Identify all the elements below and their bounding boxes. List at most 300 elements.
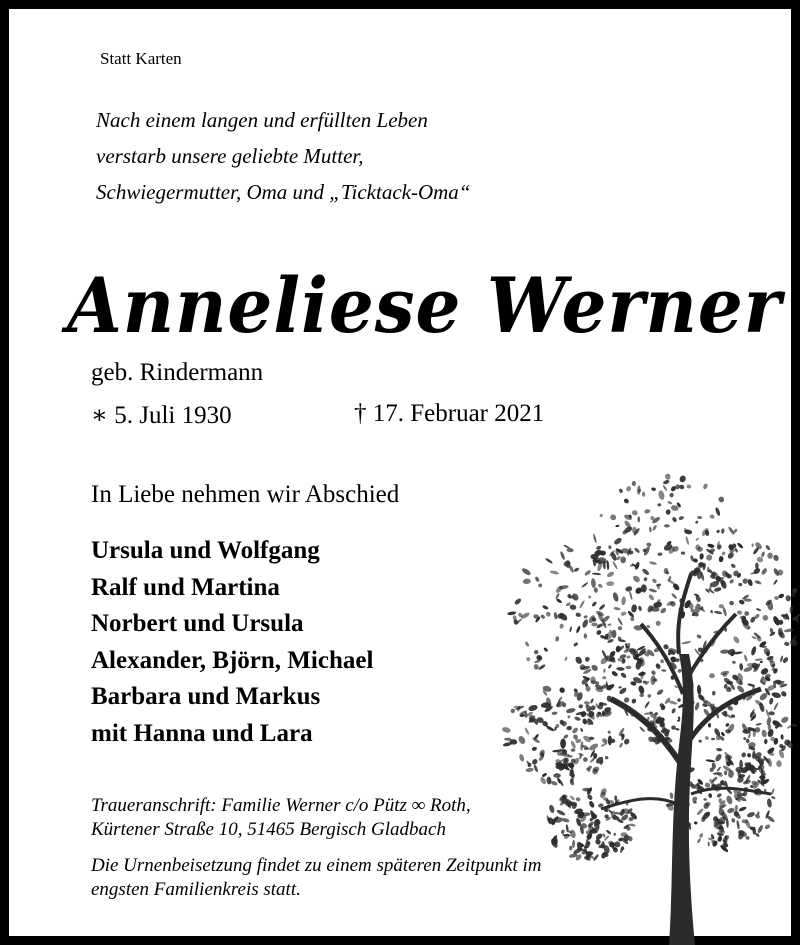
leaf-mark	[752, 543, 754, 547]
leaf-mark	[575, 612, 581, 618]
leaf-mark	[722, 607, 727, 617]
leaf-mark	[738, 583, 742, 587]
leaf-mark	[755, 563, 759, 570]
leaf-mark	[709, 673, 715, 678]
leaf-mark	[598, 603, 606, 610]
leaf-mark	[736, 542, 743, 549]
intro-line: Schwiegermutter, Oma und „Ticktack-Oma“	[96, 180, 471, 204]
leaf-mark	[755, 658, 763, 661]
leaf-mark	[534, 576, 540, 583]
leaf-mark	[621, 596, 626, 605]
leaf-mark	[747, 753, 752, 758]
leaf-mark	[542, 605, 549, 611]
leaf-mark	[623, 738, 631, 746]
leaf-mark	[716, 748, 722, 752]
leaf-mark	[584, 656, 590, 662]
leaf-mark	[590, 664, 599, 672]
leaf-mark	[651, 487, 656, 491]
leaf-mark	[591, 601, 597, 607]
family-member: Alexander, Björn, Michael	[91, 646, 374, 674]
leaf-mark	[644, 701, 650, 709]
leaf-mark	[612, 560, 618, 569]
leaf-mark	[630, 617, 634, 621]
intro-line: verstarb unsere geliebte Mutter,	[96, 144, 364, 168]
leaf-mark	[729, 601, 734, 605]
leaf-mark	[569, 829, 576, 839]
leaf-mark	[669, 492, 675, 498]
leaf-mark	[538, 583, 542, 587]
leaf-mark	[742, 577, 749, 584]
leaf-mark	[541, 772, 547, 778]
leaf-mark	[724, 770, 727, 775]
leaf-mark	[671, 708, 677, 715]
leaf-mark	[583, 615, 588, 619]
leaf-mark	[720, 670, 730, 676]
leaf-mark	[743, 737, 747, 741]
leaf-mark	[711, 738, 715, 740]
leaf-mark	[605, 756, 609, 760]
leaf-mark	[656, 688, 664, 696]
leaf-mark	[555, 592, 560, 599]
leaf-mark	[629, 591, 633, 601]
leaf-mark	[671, 516, 677, 523]
leaf-mark	[678, 716, 681, 720]
leaf-mark	[699, 553, 704, 560]
leaf-mark	[625, 585, 633, 592]
leaf-mark	[648, 588, 657, 593]
leaf-mark	[603, 668, 606, 673]
note-line: Die Urnenbeisetzung findet zu einem späteren Zeitpunkt im	[91, 855, 542, 876]
leaf-mark	[632, 481, 637, 486]
leaf-mark	[556, 809, 566, 817]
leaf-mark	[631, 510, 638, 516]
leaf-mark	[538, 749, 545, 758]
leaf-mark	[787, 723, 795, 729]
leaf-mark	[564, 656, 568, 661]
leaf-mark	[646, 542, 652, 547]
leaf-mark	[641, 584, 647, 592]
leaf-mark	[614, 841, 621, 847]
leaf-mark	[602, 676, 606, 679]
leaf-mark	[569, 626, 572, 632]
leaf-mark	[546, 776, 552, 784]
leaf-mark	[637, 516, 640, 522]
leaf-mark	[631, 604, 638, 613]
leaf-mark	[648, 594, 655, 602]
leaf-mark	[593, 533, 597, 543]
leaf-mark	[748, 733, 751, 739]
leaf-mark	[695, 537, 699, 541]
leaf-mark	[717, 835, 723, 842]
leaf-mark	[590, 698, 594, 704]
tree-trunk	[601, 574, 771, 945]
leaf-mark	[594, 838, 601, 845]
leaf-mark	[647, 694, 651, 698]
leaf-mark	[606, 581, 614, 586]
leaf-mark	[649, 527, 652, 533]
leaf-mark	[591, 622, 598, 626]
leaf-mark	[584, 569, 592, 576]
leaf-mark	[528, 704, 539, 712]
leaf-mark	[596, 629, 603, 636]
leaf-mark	[626, 655, 631, 659]
leaf-mark	[521, 567, 532, 577]
leaf-mark	[559, 623, 564, 629]
leaf-mark	[533, 764, 539, 773]
leaf-mark	[681, 641, 691, 645]
leaf-mark	[698, 739, 702, 743]
leaf-mark	[619, 742, 624, 748]
leaf-mark	[655, 663, 662, 670]
leaf-mark	[784, 628, 794, 633]
leaf-mark	[739, 663, 743, 671]
leaf-mark	[573, 642, 579, 647]
leaf-mark	[588, 595, 592, 599]
leaf-mark	[785, 595, 791, 602]
leaf-mark	[657, 503, 661, 507]
leaf-mark	[518, 753, 525, 762]
leaf-mark	[611, 670, 619, 677]
leaf-mark	[705, 553, 713, 561]
family-member: Norbert und Ursula	[91, 610, 304, 637]
leaf-mark	[721, 551, 726, 556]
leaf-mark	[567, 715, 571, 719]
leaf-mark	[651, 578, 657, 584]
leaf-mark	[757, 824, 764, 833]
leaf-mark	[548, 804, 555, 813]
leaf-mark	[652, 524, 658, 531]
leaf-mark	[575, 797, 581, 802]
leaf-mark	[584, 701, 590, 705]
leaf-mark	[592, 572, 602, 575]
leaf-mark	[623, 696, 630, 703]
leaf-mark	[540, 614, 546, 620]
leaf-mark	[755, 722, 762, 726]
leaf-mark	[704, 782, 711, 789]
leaf-mark	[756, 608, 762, 612]
family-member: Barbara und Markus	[91, 683, 321, 710]
family-member: Ralf und Martina	[91, 573, 280, 601]
leaf-mark	[738, 806, 747, 813]
leaf-mark	[741, 752, 747, 758]
leaf-mark	[718, 556, 723, 563]
leaf-mark	[612, 630, 617, 638]
leaf-mark	[525, 767, 534, 772]
leaf-mark	[658, 490, 666, 501]
leaf-mark	[517, 735, 526, 745]
leaf-mark	[631, 698, 637, 704]
leaf-mark	[731, 818, 736, 823]
leaf-mark	[629, 823, 636, 827]
leaf-mark	[792, 613, 800, 622]
leaf-mark	[606, 829, 612, 835]
leaf-mark	[621, 658, 626, 664]
leaf-mark	[679, 475, 687, 484]
leaf-mark	[789, 638, 798, 647]
leaf-mark	[583, 633, 587, 638]
note-line: engsten Familienkreis statt.	[91, 879, 301, 900]
leaf-mark	[639, 726, 646, 733]
birth-date: ∗ 5. Juli 1930	[91, 402, 232, 429]
leaf-mark	[716, 792, 722, 798]
leaf-mark	[705, 736, 709, 740]
leaf-mark	[558, 686, 565, 693]
leaf-mark	[696, 808, 704, 816]
leaf-mark	[669, 792, 673, 799]
tree-illustration	[491, 464, 800, 945]
leaf-mark	[694, 702, 700, 711]
leaf-mark	[697, 685, 702, 695]
leaf-mark	[566, 726, 572, 731]
leaf-mark	[501, 726, 511, 734]
leaf-mark	[579, 600, 586, 609]
maiden-name: geb. Rindermann	[91, 359, 264, 386]
leaf-mark	[659, 607, 667, 615]
leaf-mark	[661, 669, 666, 672]
leaf-mark	[571, 748, 576, 752]
leaf-mark	[729, 579, 735, 585]
leaf-mark	[618, 488, 623, 494]
tree-canopy	[501, 473, 800, 861]
leaf-mark	[574, 716, 581, 722]
leaf-mark	[608, 664, 613, 669]
leaf-mark	[773, 702, 779, 710]
family-member: mit Hanna und Lara	[91, 719, 313, 747]
leaf-mark	[709, 514, 715, 519]
address-line: Kürtener Straße 10, 51465 Bergisch Gladbach	[91, 819, 446, 840]
leaf-mark	[655, 620, 661, 626]
intro-text	[96, 102, 470, 210]
leaf-mark	[638, 685, 646, 695]
leaf-mark	[531, 746, 537, 751]
leaf-mark	[712, 691, 716, 696]
address-line: Traueranschrift: Familie Werner c/o Pütz ∞ Roth,	[91, 795, 471, 816]
leaf-mark	[677, 698, 682, 703]
leaf-mark	[565, 707, 576, 714]
leaf-mark	[714, 610, 723, 614]
leaf-mark	[543, 647, 548, 653]
leaf-mark	[746, 739, 750, 744]
leaf-mark	[744, 611, 750, 617]
leaf-mark	[675, 728, 680, 731]
leaf-mark	[510, 708, 515, 713]
leaf-mark	[535, 654, 543, 661]
leaf-mark	[702, 483, 708, 490]
leaf-mark	[745, 836, 749, 840]
leaf-mark	[539, 776, 547, 785]
leaf-mark	[671, 593, 678, 600]
leaf-mark	[725, 795, 733, 805]
leaf-mark	[789, 606, 793, 614]
leaf-mark	[606, 571, 615, 579]
leaf-mark	[582, 757, 588, 763]
leaf-mark	[550, 780, 558, 786]
leaf-mark	[551, 711, 557, 715]
leaf-mark	[642, 492, 646, 497]
leaf-mark	[566, 548, 573, 553]
leaf-mark	[660, 659, 664, 664]
leaf-mark	[780, 715, 789, 724]
leaf-mark	[771, 796, 776, 800]
leaf-mark	[553, 773, 561, 778]
leaf-mark	[569, 795, 575, 801]
leaf-mark	[762, 614, 769, 621]
leaf-mark	[708, 723, 711, 728]
leaf-mark	[545, 611, 551, 617]
leaf-mark	[650, 675, 656, 685]
leaf-mark	[717, 496, 725, 504]
leaf-mark	[588, 800, 595, 808]
leaf-mark	[569, 846, 573, 851]
leaf-mark	[678, 516, 684, 521]
leaf-mark	[721, 528, 725, 534]
leaf-mark	[695, 520, 699, 524]
leaf-mark	[578, 704, 583, 709]
leaf-mark	[571, 727, 579, 735]
leaf-mark	[620, 611, 627, 617]
leaf-mark	[776, 760, 782, 768]
leaf-mark	[780, 734, 784, 739]
leaf-mark	[734, 548, 738, 553]
leaf-mark	[707, 543, 715, 549]
leaf-mark	[708, 842, 710, 847]
leaf-mark	[575, 625, 581, 633]
family-list	[91, 533, 373, 752]
leaf-mark	[572, 840, 576, 848]
leaf-mark	[765, 544, 771, 551]
leaf-mark	[562, 834, 571, 837]
leaf-mark	[784, 641, 790, 646]
leaf-mark	[694, 821, 698, 825]
leaf-mark	[759, 660, 763, 663]
leaf-mark	[581, 582, 589, 588]
leaf-mark	[613, 833, 616, 837]
burial-note	[91, 854, 541, 902]
leaf-mark	[634, 547, 641, 554]
leaf-mark	[524, 727, 530, 735]
leaf-mark	[609, 513, 617, 521]
leaf-mark	[756, 556, 763, 562]
leaf-mark	[769, 697, 774, 704]
leaf-mark	[727, 648, 736, 656]
leaf-mark	[696, 634, 702, 640]
leaf-mark	[708, 793, 712, 798]
leaf-mark	[715, 507, 722, 517]
leaf-mark	[730, 563, 736, 569]
leaf-mark	[681, 551, 686, 555]
leaf-mark	[650, 670, 656, 676]
leaf-mark	[747, 578, 754, 586]
leaf-mark	[737, 610, 743, 615]
leaf-mark	[664, 524, 670, 527]
leaf-mark	[764, 824, 771, 830]
leaf-mark	[569, 604, 576, 610]
leaf-mark	[597, 583, 603, 589]
leaf-mark	[618, 686, 622, 689]
leaf-mark	[533, 649, 539, 655]
leaf-mark	[507, 611, 516, 616]
leaf-mark	[750, 646, 757, 656]
leaf-mark	[644, 509, 651, 514]
leaf-mark	[643, 577, 648, 582]
leaf-mark	[687, 484, 692, 488]
leaf-mark	[749, 711, 756, 719]
leaf-mark	[764, 739, 767, 744]
leaf-mark	[546, 726, 555, 732]
leaf-mark	[613, 537, 623, 546]
leaf-mark	[638, 671, 646, 676]
leaf-mark	[569, 779, 575, 786]
leaf-mark	[663, 479, 671, 485]
header-statt-karten: Statt Karten	[100, 49, 182, 68]
leaf-mark	[769, 711, 775, 715]
leaf-mark	[620, 556, 626, 563]
leaf-mark	[696, 838, 701, 844]
leaf-mark	[703, 798, 707, 801]
leaf-mark	[615, 524, 620, 527]
leaf-mark	[697, 516, 702, 520]
leaf-mark	[524, 641, 529, 648]
leaf-mark	[649, 561, 657, 565]
leaf-mark	[716, 529, 721, 534]
leaf-mark	[671, 725, 676, 730]
leaf-mark	[596, 545, 602, 551]
leaf-mark	[531, 758, 539, 766]
leaf-mark	[618, 626, 622, 630]
leaf-mark	[573, 567, 579, 573]
leaf-mark	[580, 728, 584, 733]
leaf-mark	[553, 612, 557, 620]
leaf-mark	[641, 568, 650, 576]
leaf-mark	[523, 578, 532, 584]
farewell-line: In Liebe nehmen wir Abschied	[91, 481, 400, 508]
leaf-mark	[714, 753, 723, 763]
leaf-mark	[594, 587, 599, 593]
leaf-mark	[698, 832, 703, 838]
leaf-mark	[711, 776, 718, 783]
leaf-mark	[607, 730, 611, 734]
leaf-mark	[774, 680, 781, 684]
leaf-mark	[625, 666, 631, 670]
leaf-mark	[657, 552, 662, 556]
leaf-mark	[623, 498, 630, 505]
leaf-mark	[685, 536, 689, 545]
leaf-mark	[780, 690, 787, 697]
intro-line: Nach einem langen und erfüllten Leben	[96, 108, 428, 132]
leaf-mark	[766, 798, 772, 808]
leaf-mark	[662, 485, 667, 492]
leaf-mark	[665, 509, 671, 515]
leaf-mark	[545, 557, 553, 564]
leaf-mark	[714, 586, 722, 592]
leaf-mark	[638, 605, 643, 611]
leaf-mark	[761, 729, 767, 737]
leaf-mark	[538, 664, 546, 671]
leaf-mark	[617, 617, 623, 626]
leaf-mark	[591, 578, 596, 588]
leaf-mark	[560, 739, 566, 749]
leaf-mark	[767, 552, 773, 559]
leaf-mark	[574, 655, 583, 665]
leaf-mark	[581, 619, 589, 629]
death-date: † 17. Februar 2021	[354, 400, 545, 427]
leaf-mark	[761, 551, 766, 557]
leaf-mark	[561, 829, 565, 834]
leaf-mark	[736, 684, 746, 694]
leaf-mark	[732, 661, 736, 664]
leaf-mark	[770, 788, 775, 795]
leaf-mark	[632, 574, 641, 583]
